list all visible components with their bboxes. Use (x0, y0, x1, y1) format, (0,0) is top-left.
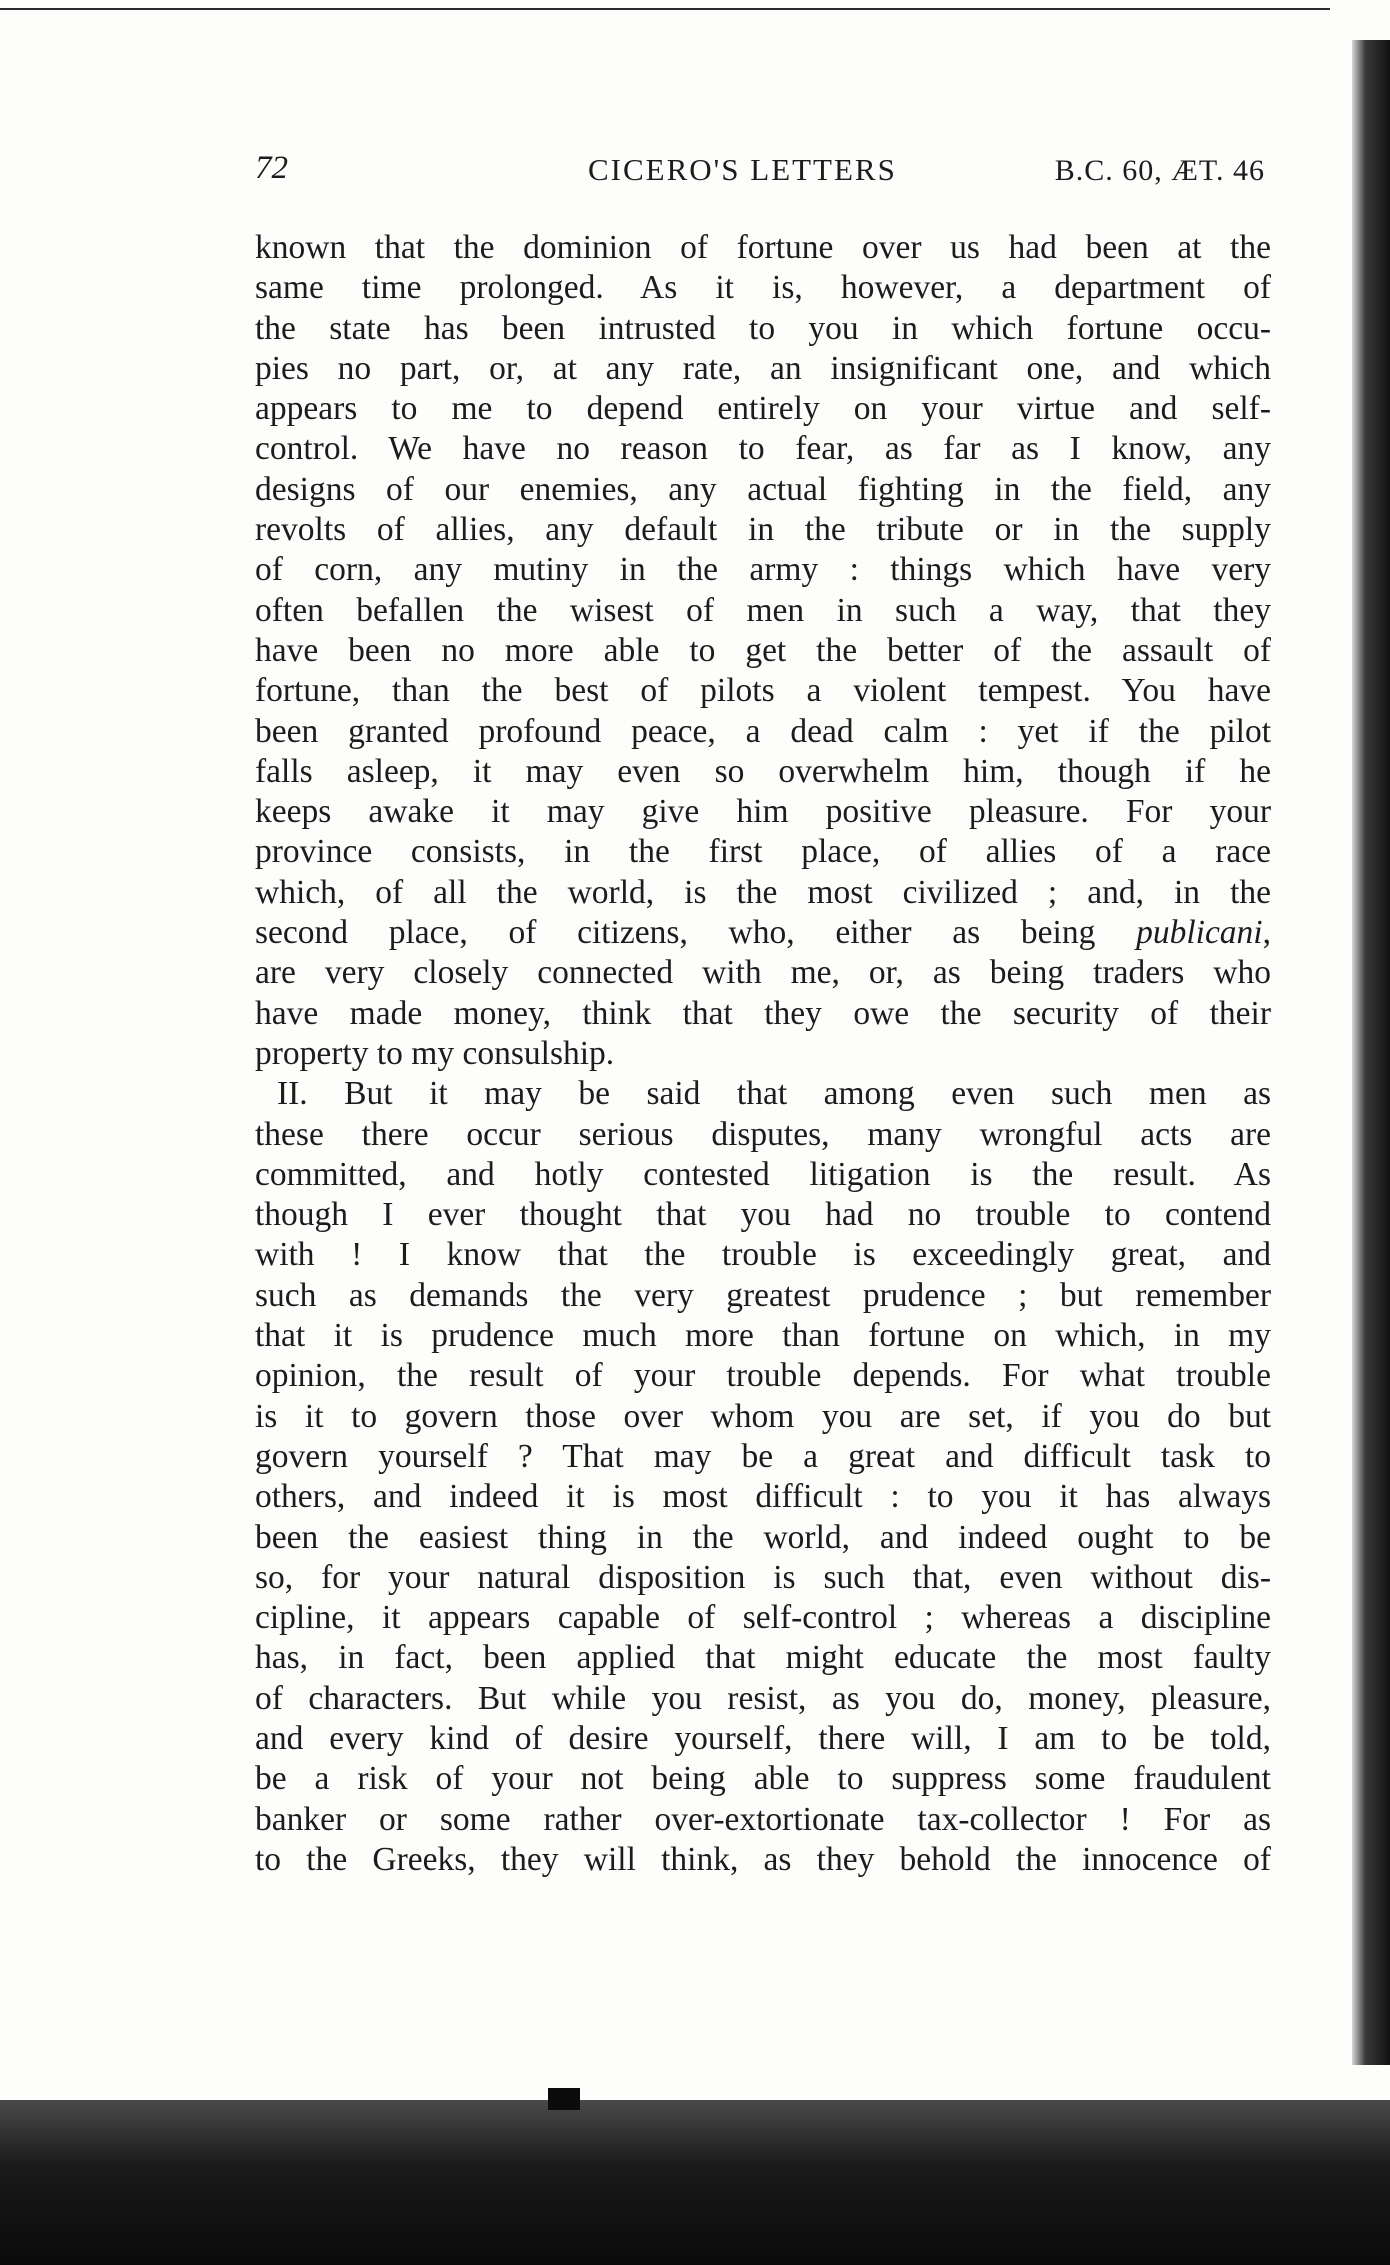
line-text: designs of our enemies, any actual fighting in the field, any (255, 470, 1271, 508)
text-line (255, 1276, 1271, 1316)
top-edge-rule (0, 8, 1330, 10)
text-line (255, 953, 1271, 993)
text-line (255, 631, 1271, 671)
line-text: of corn, any mutiny in the army : things which have very (255, 551, 1271, 589)
line-text: banker or some rather over-extortionate tax-collector ! For as (255, 1800, 1271, 1838)
text-line (255, 1558, 1271, 1598)
line-text: are very closely connected with me, or, as being traders who (255, 954, 1271, 992)
text-line (255, 1679, 1271, 1719)
text-line (255, 1638, 1271, 1678)
binding-mark (548, 2088, 580, 2110)
line-text: II. But it may be said that among even such men as (277, 1075, 1271, 1113)
line-text: these there occur serious disputes, many wrongful acts are (255, 1115, 1271, 1153)
line-text: fortune, than the best of pilots a violent tempest. You have (255, 672, 1271, 710)
text-line (255, 1397, 1271, 1437)
text-line (255, 1034, 1271, 1074)
italic-term: publicani (1136, 914, 1263, 952)
text-line (255, 1759, 1271, 1799)
line-text: to the Greeks, they will think, as they behold the innocence of (255, 1840, 1271, 1878)
line-text: that it is prudence much more than fortune on which, in my (255, 1317, 1271, 1355)
text-line (255, 712, 1271, 752)
line-text: has, in fact, been applied that might educate the most faulty (255, 1639, 1271, 1677)
text-line (255, 1074, 1271, 1114)
text-line (255, 1316, 1271, 1356)
line-text: though I ever thought that you had no trouble to contend (255, 1196, 1271, 1234)
text-line (255, 1155, 1271, 1195)
text-line (255, 591, 1271, 631)
line-text: often befallen the wisest of men in such a way, that they (255, 591, 1271, 629)
line-text: known that the dominion of fortune over us had been at the (255, 229, 1271, 266)
line-text: province consists, in the first place, of allies of a race (255, 833, 1271, 871)
line-text: been granted profound peace, a dead calm : yet if the pilot (255, 712, 1271, 750)
text-line (255, 1437, 1271, 1477)
text-line (255, 792, 1271, 832)
text-line (255, 309, 1271, 349)
text-line (255, 913, 1271, 953)
line-text: committed, and hotly contested litigation is the result. As (255, 1155, 1271, 1193)
text-line (255, 1518, 1271, 1558)
line-text: and every kind of desire yourself, there will, I am to be told, (255, 1719, 1271, 1757)
line-text: which, of all the world, is the most civilized ; and, in the (255, 873, 1271, 911)
line-text: of characters. But while you resist, as you do, money, pleasure, (255, 1679, 1271, 1717)
line-text: same time prolonged. As it is, however, a department of (255, 269, 1271, 307)
line-text: such as demands the very greatest prudence ; but remember (255, 1276, 1271, 1314)
line-text: opinion, the result of your trouble depends. For what trouble (255, 1357, 1271, 1395)
line-text: property to my consulship. (255, 1034, 615, 1072)
line-text: pies no part, or, at any rate, an insignificant one, and which (255, 349, 1271, 387)
text-line (255, 1356, 1271, 1396)
text-line (255, 389, 1271, 429)
line-text: is it to govern those over whom you are set, if you do but (255, 1397, 1271, 1435)
line-text: have been no more able to get the better of the assault of (255, 631, 1271, 669)
text-line (255, 510, 1271, 550)
text-line (255, 1195, 1271, 1235)
page-number: 72 (255, 150, 288, 186)
text-line (255, 1477, 1271, 1517)
text-line (255, 873, 1271, 913)
text-line (255, 1719, 1271, 1759)
running-title: CICERO'S LETTERS (588, 152, 897, 187)
line-text: be a risk of your not being able to suppress some fraudulent (255, 1760, 1271, 1798)
scan-bottom-shadow (0, 2100, 1390, 2265)
line-text: have made money, think that they owe the security of their (255, 994, 1271, 1032)
line-text: appears to me to depend entirely on your virtue and self- (255, 390, 1271, 428)
line-text: control. We have no reason to fear, as far as I know, any (255, 430, 1271, 468)
line-text: the state has been intrusted to you in which fortune occu- (255, 309, 1271, 347)
text-line (255, 470, 1271, 510)
line-text: cipline, it appears capable of self-control ; whereas a discipline (255, 1599, 1271, 1637)
line-text: so, for your natural disposition is such that, even without dis- (255, 1558, 1271, 1596)
text-line (255, 1115, 1271, 1155)
line-text: falls asleep, it may even so overwhelm him, though if he (255, 752, 1271, 790)
text-line (255, 994, 1271, 1034)
text-line (255, 550, 1271, 590)
text-line (255, 671, 1271, 711)
letter-body (255, 228, 1271, 1880)
line-text: keeps awake it may give him positive pleasure. For your (255, 793, 1271, 831)
text-line (255, 349, 1271, 389)
text-line (255, 1840, 1271, 1880)
running-header (255, 150, 1265, 200)
text-line (255, 429, 1271, 469)
line-text: govern yourself ? That may be a great and difficult task to (255, 1437, 1271, 1475)
text-line (255, 228, 1271, 268)
line-text: revolts of allies, any default in the tribute or in the supply (255, 511, 1271, 549)
text-line (255, 1800, 1271, 1840)
text-line (255, 268, 1271, 308)
text-line (255, 1235, 1271, 1275)
page-edge-shadow (1352, 40, 1390, 2065)
text-line (255, 752, 1271, 792)
line-text: with ! I know that the trouble is exceedingly great, and (255, 1236, 1271, 1274)
line-text: been the easiest thing in the world, and indeed ought to be (255, 1518, 1271, 1556)
text-line (255, 1598, 1271, 1638)
line-text: others, and indeed it is most difficult : to you it has always (255, 1478, 1271, 1516)
text-line (255, 832, 1271, 872)
line-punctuation: , (1262, 914, 1271, 952)
line-text: second place, of citizens, who, either as being (255, 914, 1137, 952)
date-reference: B.C. 60, ÆT. 46 (1054, 154, 1265, 187)
